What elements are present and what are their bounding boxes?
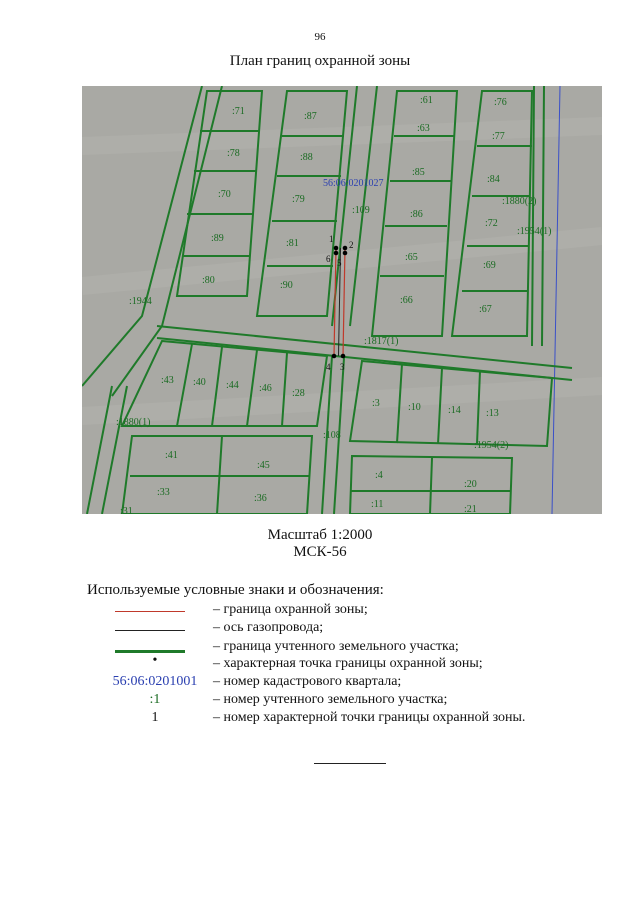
legend-text: – номер характерной точки границы охранной зоны.: [213, 710, 526, 725]
scale-block: [0, 527, 640, 561]
parcel-label: :31: [120, 506, 133, 514]
parcel-label: :70: [218, 189, 231, 200]
legend-text: – характерная точка границы охранной зоны;: [213, 656, 483, 671]
parcel-label: :1944: [129, 296, 152, 307]
point-symbol: •: [152, 653, 158, 668]
parcel-label: :78: [227, 148, 240, 159]
legend-title: Используемые условные знаки и обозначения:: [87, 582, 384, 598]
parcel-label: :86: [410, 209, 423, 220]
point-label: 5: [337, 258, 342, 268]
parcel-label: :61: [420, 95, 433, 106]
parcel-label: :77: [492, 131, 505, 142]
parcel-number-symbol: :1: [149, 692, 161, 707]
point-1-marker: [334, 246, 339, 251]
quarter-number: 56:06:0201027: [323, 178, 384, 189]
parcel-label: :79: [292, 194, 305, 205]
map-canvas: [82, 86, 602, 514]
parcel-label: :40: [193, 377, 206, 388]
legend-item-pipeline-axis: [0, 620, 640, 640]
point-4-marker: [332, 354, 337, 359]
parcel-label: :44: [226, 380, 239, 391]
parcel-label: :109: [352, 205, 370, 216]
legend-item-quarter: [0, 674, 640, 694]
parcel-label: :4: [375, 470, 383, 481]
point-label: 6: [326, 254, 331, 264]
parcel-label: :1817(1): [364, 336, 399, 347]
parcel-label: :88: [300, 152, 313, 163]
cadastral-map: [82, 86, 602, 514]
coordinate-system: МСК-56: [293, 544, 347, 560]
parcel-label: :1954(1): [517, 226, 552, 237]
point-label: 4: [326, 362, 331, 372]
parcel-label: :45: [257, 460, 270, 471]
parcel-label: :10: [408, 402, 421, 413]
parcel-label: :65: [405, 252, 418, 263]
parcel-label: :1880(2): [502, 196, 537, 207]
parcel-label: :89: [211, 233, 224, 244]
parcel-label: :20: [464, 479, 477, 490]
legend-text: – граница охранной зоны;: [213, 602, 368, 617]
parcel-label: :71: [232, 106, 245, 117]
parcel-label: :85: [412, 167, 425, 178]
parcel-label: :84: [487, 174, 500, 185]
point-2-marker: [343, 246, 348, 251]
parcel-label: :81: [286, 238, 299, 249]
quarter-symbol: 56:06:0201001: [112, 674, 198, 689]
legend-text: – граница учтенного земельного участка;: [213, 639, 459, 654]
parcel-label: :69: [483, 260, 496, 271]
parcel-label: :87: [304, 111, 317, 122]
zone-border-swatch: [115, 611, 185, 612]
scale-label: Масштаб 1:2000: [267, 527, 373, 543]
parcel-label: :28: [292, 388, 305, 399]
point-5-marker: [343, 251, 348, 256]
point-3-marker: [341, 354, 346, 359]
parcel-label: :43: [161, 375, 174, 386]
parcel-label: :36: [254, 493, 267, 504]
point-label: 3: [340, 362, 345, 372]
parcel-label: :80: [202, 275, 215, 286]
parcel-label: :13: [486, 408, 499, 419]
parcel-label: :72: [485, 218, 498, 229]
parcel-label: :46: [259, 383, 272, 394]
point-6-marker: [334, 251, 339, 256]
point-number-symbol: 1: [151, 710, 159, 725]
parcel-label: :1954(2): [474, 440, 509, 451]
parcel-label: :11: [371, 499, 384, 510]
legend-text: – номер кадастрового квартала;: [213, 674, 402, 689]
parcel-label: :66: [400, 295, 413, 306]
page-number: 96: [314, 31, 326, 43]
legend-item-parcel-number: [0, 692, 640, 712]
pipeline-axis-swatch: [115, 630, 185, 631]
parcel-label: :76: [494, 97, 507, 108]
parcel-label: :41: [165, 450, 178, 461]
legend-text: – номер учтенного земельного участка;: [213, 692, 448, 707]
legend-item-point: [0, 653, 640, 676]
page-title: План границ охранной зоны: [229, 53, 411, 69]
legend-item-zone-border: [0, 602, 640, 622]
parcel-label: :3: [372, 398, 380, 409]
parcel-label: :1880(1): [116, 417, 151, 428]
parcel-label: :33: [157, 487, 170, 498]
parcel-label: :67: [479, 304, 492, 315]
point-label: 2: [349, 240, 354, 250]
parcel-label: :90: [280, 280, 293, 291]
parcel-label: :63: [417, 123, 430, 134]
parcel-label: :21: [464, 504, 477, 514]
point-label: 1: [329, 234, 334, 244]
legend-text: – ось газопровода;: [213, 620, 324, 635]
legend-item-point-number: [0, 710, 640, 730]
parcel-label: :14: [448, 405, 461, 416]
parcel-label: :108: [323, 430, 341, 441]
end-divider: [314, 763, 386, 764]
